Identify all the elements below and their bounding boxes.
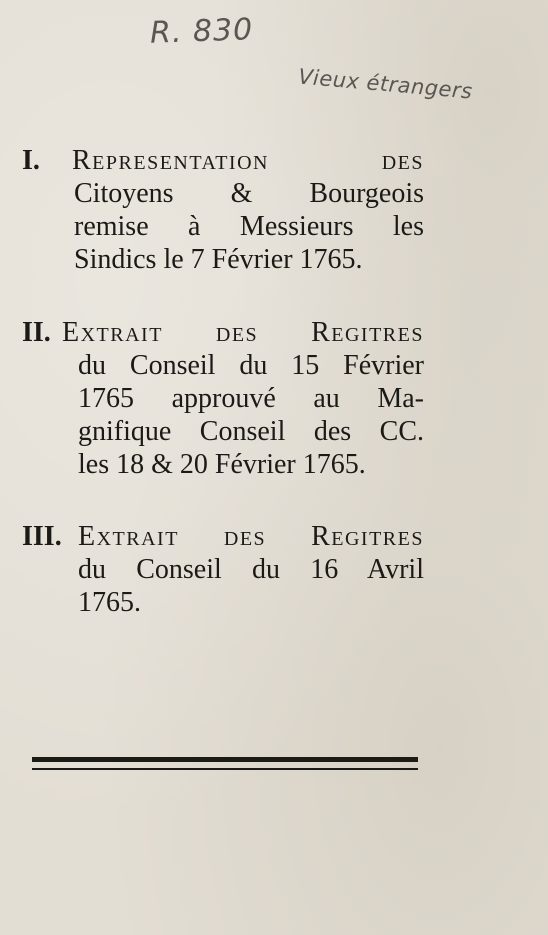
entry-1 bbox=[22, 144, 424, 276]
entry-number: II. bbox=[22, 317, 51, 348]
entry-number: III. bbox=[22, 521, 62, 552]
entry-line: Citoyens & Bourgeois bbox=[74, 178, 424, 209]
entry-line: du Conseil du 15 Février bbox=[78, 350, 424, 381]
double-rule-thick bbox=[32, 757, 418, 762]
entry-heading: Extrait des Regitres bbox=[78, 521, 424, 552]
entry-2 bbox=[22, 316, 424, 481]
entry-heading: Representation des bbox=[72, 145, 424, 176]
entry-line: Sindics le 7 Février 1765. bbox=[74, 244, 363, 275]
entry-line: gnifique Conseil des CC. bbox=[78, 416, 424, 447]
entry-3 bbox=[22, 520, 424, 619]
entry-line: du Conseil du 16 Avril bbox=[78, 554, 424, 585]
double-rule-thin bbox=[32, 768, 418, 770]
handwritten-annotation: Vieux étrangers bbox=[297, 64, 474, 104]
entry-line: les 18 & 20 Février 1765. bbox=[78, 449, 366, 480]
handwritten-shelfmark: R. 830 bbox=[149, 12, 254, 51]
entry-line: 1765. bbox=[78, 587, 141, 618]
entry-number: I. bbox=[22, 145, 40, 176]
entry-line: remise à Messieurs les bbox=[74, 211, 424, 242]
entry-heading: Extrait des Regitres bbox=[62, 317, 424, 348]
entry-line: 1765 approuvé au Ma- bbox=[78, 383, 424, 414]
